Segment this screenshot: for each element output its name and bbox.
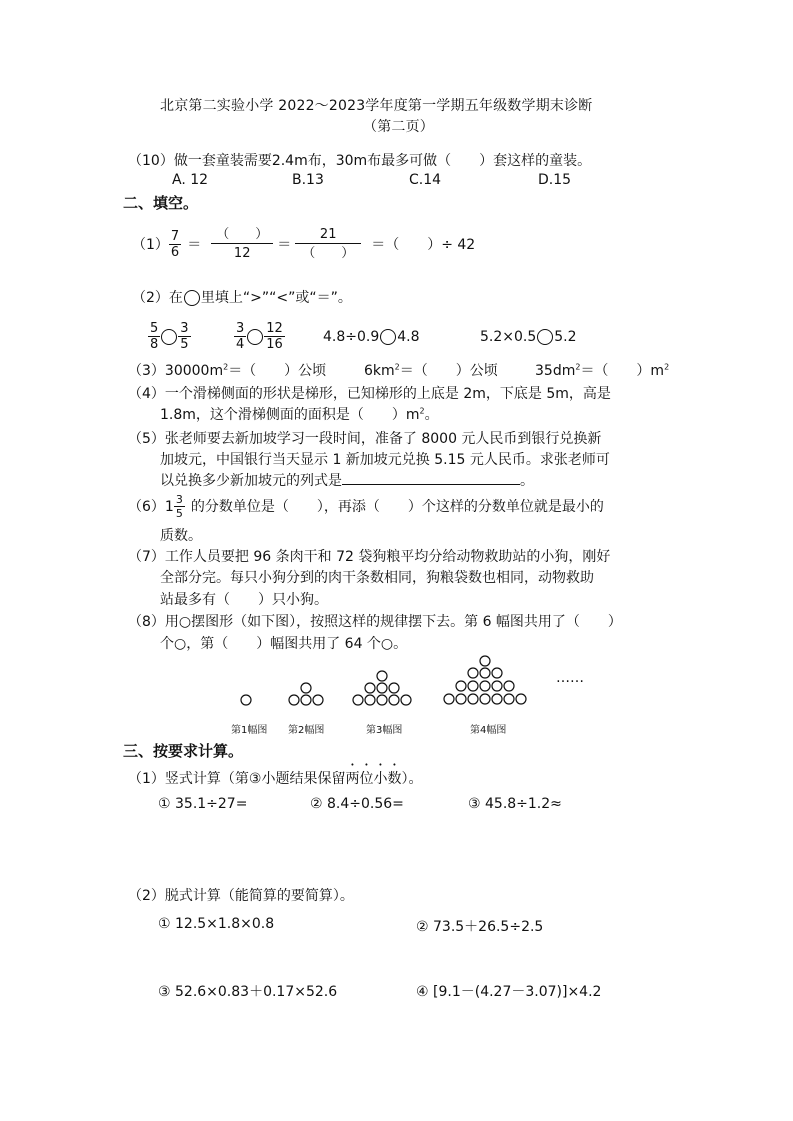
circle — [377, 683, 387, 693]
emphasis-char: 位 — [359, 771, 374, 787]
answer-blank[interactable] — [342, 472, 520, 485]
fill-5-line-3 — [160, 470, 534, 490]
circle — [389, 683, 399, 693]
fraction-3-5 — [174, 494, 185, 519]
calc-1-item-1: ① 35.1÷27= — [158, 796, 248, 812]
circle — [377, 695, 387, 705]
circle — [468, 694, 478, 704]
fill-3-b-text: 6km — [364, 363, 395, 379]
fill-7-line-2: 全部分完。每只小狗分到的肉干条数相同，狗粮袋数也相同，动物救助 — [160, 570, 594, 586]
denominator: 12 — [233, 246, 251, 261]
circle — [492, 668, 502, 678]
circle — [401, 695, 411, 705]
numerator: 21 — [295, 228, 361, 244]
fill-5-line-2: 加坡元，中国银行当天显示 1 新加坡元兑换 5.15 元人民币。求张老师可 — [160, 452, 610, 468]
compare-4-left: 5.2×0.5 — [480, 329, 537, 345]
calc-2-item-4: ④ [9.1－(4.27－3.07)]×4.2 — [416, 984, 602, 1000]
option-c: C.14 — [409, 172, 442, 188]
denominator: 5 — [175, 506, 183, 520]
compare-circle-3[interactable] — [380, 329, 396, 345]
calc-1-item-3: ③ 45.8÷1.2≈ — [468, 796, 562, 812]
compare-2 — [234, 322, 285, 351]
fill-3-c — [535, 360, 669, 380]
fill-1-tail: ＝（ ）÷ 42 — [371, 237, 476, 253]
calc-2-item-3: ③ 52.6×0.83＋0.17×52.6 — [158, 984, 338, 1000]
section-3-title: 三、按要求计算。 — [123, 742, 244, 760]
calc-1-item-2: ② 8.4÷0.56= — [310, 796, 404, 812]
fraction — [148, 322, 160, 351]
calc-1-instruction — [128, 768, 422, 788]
circle — [301, 683, 311, 693]
circle — [516, 694, 526, 704]
circle — [313, 695, 323, 705]
emphasis-char: 两 — [345, 771, 360, 787]
section-2-title: 二、填空。 — [123, 194, 199, 212]
circle — [492, 694, 502, 704]
calc-1-label-end: ）。 — [401, 771, 423, 787]
ellipsis: …… — [556, 670, 584, 686]
fill-4-line-1: （4）一个滑梯侧面的形状是梯形，已知梯形的上底是 2m，下底是 5m，高是 — [128, 386, 611, 402]
fill-7-line-1: （7）工作人员要把 96 条肉干和 72 袋狗粮平均分给动物救助站的小狗，刚好 — [128, 549, 611, 565]
calc-2-item-1: ① 12.5×1.8×0.8 — [158, 916, 275, 932]
compare-3 — [323, 329, 420, 345]
fill-4-line-2-text: 1.8m，这个滑梯侧面的面积是（ ）m — [160, 407, 420, 423]
superscript: 2 — [394, 362, 400, 372]
page-title: 北京第二实验小学 2022～2023学年度第一学期五年级数学期末诊断 — [160, 98, 593, 114]
numerator-blank: （ ） — [211, 228, 273, 244]
caption-figure-2: 第2幅图 — [288, 725, 325, 736]
fill-6-text: 的分数单位是（ ），再添（ ）个这样的分数单位就是最小的 — [190, 499, 604, 515]
fill-6-line-1 — [128, 490, 604, 522]
caption-figure-4: 第4幅图 — [470, 725, 507, 736]
option-b: B.13 — [292, 172, 324, 188]
superscript: 2 — [575, 362, 581, 372]
superscript: 2 — [664, 362, 670, 372]
fill-4-line-2 — [160, 404, 439, 424]
circle — [353, 695, 363, 705]
denominator-blank: （ ） — [302, 246, 355, 261]
denominator: 5 — [180, 337, 189, 352]
caption-figure-1: 第1幅图 — [231, 725, 268, 736]
caption-figure-3: 第3幅图 — [366, 725, 403, 736]
numerator: 3 — [175, 492, 183, 506]
compare-circle-4[interactable] — [537, 329, 553, 345]
circle — [480, 668, 490, 678]
fill-8-line-2: 个○，第（ ）幅图共用了 64 个○。 — [160, 636, 408, 652]
circle — [377, 671, 387, 681]
period: 。 — [424, 407, 439, 423]
circle — [456, 694, 466, 704]
circle-icon — [184, 290, 200, 306]
circle — [241, 695, 251, 705]
fraction — [264, 322, 285, 351]
numerator: 12 — [266, 321, 283, 336]
circle — [468, 668, 478, 678]
question-10: （10）做一套童装需要2.4m布，30m布最多可做（ ）套这样的童装。 — [128, 153, 592, 169]
fill-1 — [132, 222, 475, 266]
numerator: 7 — [170, 228, 180, 244]
circle — [504, 694, 514, 704]
fraction-21-blank — [295, 228, 361, 260]
fill-3-b — [364, 360, 498, 380]
superscript: 2 — [419, 406, 425, 416]
circle — [480, 681, 490, 691]
fraction-blank-12 — [211, 228, 273, 260]
page-subtitle: （第二页） — [363, 119, 434, 135]
circle — [389, 695, 399, 705]
calc-2-instruction: （2）脱式计算（能简算的要简算）。 — [128, 888, 354, 904]
compare-3-left: 4.8÷0.9 — [323, 329, 380, 345]
circle — [504, 681, 514, 691]
fill-1-label: （1） — [132, 237, 169, 253]
circle — [444, 694, 454, 704]
fill-5-line-3-text: 以兑换多少新加坡元的列式是 — [160, 473, 342, 489]
circle — [289, 695, 299, 705]
compare-4 — [480, 329, 577, 345]
fraction — [178, 322, 190, 351]
fraction — [234, 322, 246, 351]
equals-sign: ＝ — [187, 237, 202, 253]
numerator: 5 — [150, 321, 159, 336]
fill-6-line-2: 质数。 — [160, 528, 202, 544]
fill-3-b2: ＝（ ）公顷 — [399, 363, 498, 379]
option-d: D.15 — [538, 172, 572, 188]
circle — [480, 656, 490, 666]
fill-3-c2: ＝（ ）m — [580, 363, 665, 379]
circle — [456, 681, 466, 691]
equals-sign: ＝ — [277, 237, 292, 253]
circle — [492, 681, 502, 691]
denominator: 6 — [170, 244, 180, 260]
compare-3-right: 4.8 — [397, 329, 420, 345]
numerator: 3 — [236, 321, 245, 336]
compare-circle-2[interactable] — [247, 329, 263, 345]
period: 。 — [520, 473, 534, 489]
compare-4-right: 5.2 — [554, 329, 577, 345]
circle — [480, 694, 490, 704]
fill-3 — [128, 360, 326, 380]
denominator: 16 — [266, 337, 283, 352]
calc-1-label: （1）竖式计算（第③小题结果保留 — [128, 771, 346, 787]
compare-circle-1[interactable] — [161, 329, 177, 345]
fill-2-text: （2）在 — [132, 290, 183, 306]
fill-7-line-3: 站最多有（ ）只小狗。 — [160, 592, 328, 608]
denominator: 4 — [236, 337, 245, 352]
circle-pattern-figure — [230, 650, 610, 712]
fill-6-label: （6）1 — [128, 499, 174, 515]
emphasis-char: 数 — [387, 771, 402, 787]
fill-3-a: （3）30000m — [128, 363, 224, 379]
superscript: 2 — [223, 362, 229, 372]
fraction-7-6 — [169, 230, 181, 259]
numerator: 3 — [180, 321, 189, 336]
compare-1 — [148, 322, 191, 351]
fill-3-c-text: 35dm — [535, 363, 576, 379]
fill-5-line-1: （5）张老师要去新加坡学习一段时间，准备了 8000 元人民币到银行兑换新 — [128, 431, 602, 447]
option-a: A. 12 — [172, 172, 209, 188]
circle — [301, 695, 311, 705]
emphasis-char: 小 — [373, 771, 388, 787]
fill-2 — [132, 287, 352, 307]
denominator: 8 — [150, 337, 159, 352]
circle — [365, 683, 375, 693]
calc-2-item-2: ② 73.5＋26.5÷2.5 — [416, 919, 544, 935]
fill-3-a2: ＝（ ）公顷 — [228, 363, 327, 379]
fill-8-line-1: （8）用○摆图形（如下图），按照这样的规律摆下去。第 6 幅图共用了（ ） — [128, 614, 622, 630]
fill-2-text-2: 里填上“>”“<”或“＝”。 — [200, 290, 352, 306]
circle — [365, 695, 375, 705]
circle — [468, 681, 478, 691]
